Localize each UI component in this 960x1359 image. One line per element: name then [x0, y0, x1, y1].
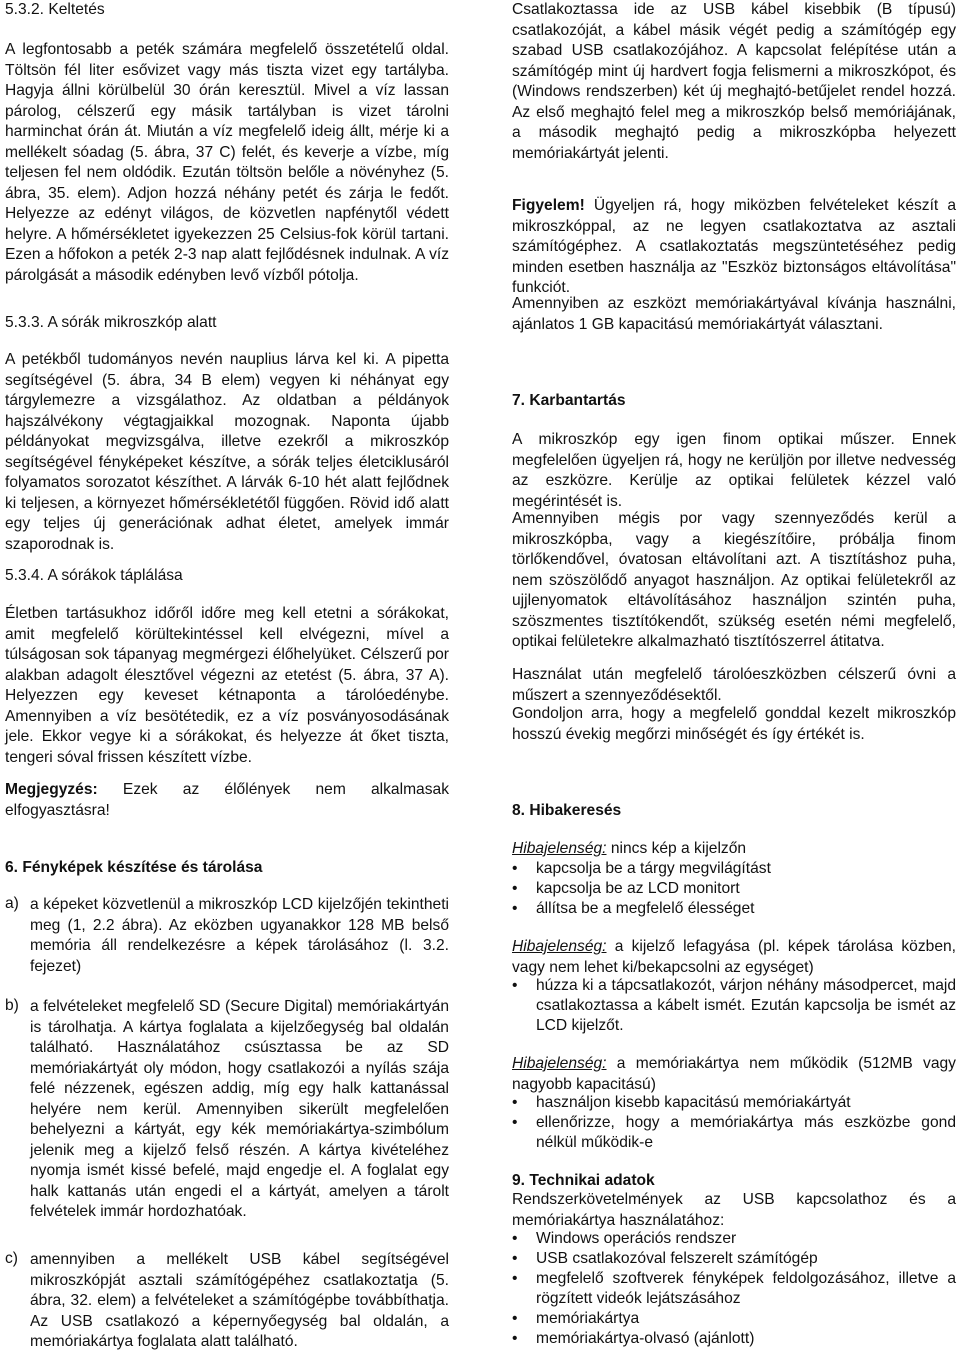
fault-3 [512, 1054, 956, 1095]
list-item: • USB csatlakozóval felszerelt számítógép [512, 1249, 956, 1269]
list-item: • kapcsolja be a tárgy megvilágítást [512, 859, 956, 879]
fault-1-label: Hibajelenség: [512, 840, 607, 857]
list-item: • memóriakártya [512, 1309, 956, 1329]
list-item: • megfelelő szoftverek fényképek feldolgozásához, illetve a rögzített videók lejátszásához [512, 1269, 956, 1309]
section-9-list [512, 1229, 956, 1349]
item-c-body: amennyiben a mellékelt USB kábel segítségével mikroszkópját asztali számítógépéhez csatlakoztatja (5. ábra, 32. elem) a felvételeket a számítógépbe továbbíthatja. Az USB csatlakozó a képernyőegység bal oldalán, a memóriakártya foglalata alatt található. [30, 1251, 449, 1350]
item-a-body: a képeket közvetlenül a mikroszkóp LCD kijelzőjén tekintheti meg (1, 2.2 ábra). Az eközben ugyanakkor 128 MB belső memória áll rendelkezésre a képek tárolásához (l. 3.2. fejezet) [30, 896, 449, 975]
item-c-label: c) [5, 1250, 18, 1267]
fault-2-text: a kijelző lefagyása (pl. képek tárolása közben, vagy nem lehet ki/bekapcsolni az egységet) [512, 938, 956, 976]
section-7-p3: Használat után megfelelő tárolóeszközben célszerű óvni a műszert a szennyeződésektől. [512, 666, 956, 704]
section-5-3-3-title: 5.3.3. A sórák mikroszkóp alatt [5, 314, 217, 331]
warning-body-2: Amennyiben az eszközt memóriakártyával kívánja használni, ajánlatos 1 GB kapacitású memóriakártyát választani. [512, 295, 956, 333]
item-c [5, 1250, 449, 1353]
item-a-label: a) [5, 895, 19, 912]
section-5-3-3-body: A petékből tudományos nevén nauplius lárva kel ki. A pipetta segítségével (5. ábra, 34 B elem) vegyen ki néhányat egy tárgylemezre a vizsgálathoz. Az oldatban a példányok hajszálvékony végtagjaikkal mozognak. Naponta újabb példányokat megvizsgálva, illetve ezekről a mikroszkóp segítségével fényképeket készítve, a sórák teljes életciklusáról folyamatos sorozatot készíthet. A lárvák 6-10 hét alatt fejlődnek ki teljesen, a környezet hőmérsékletétől függően. Rövid idő alatt egy teljes új generációnak adhat életet, amelyek immár szaporodnak is. [5, 351, 449, 553]
item-b-label: b) [5, 997, 19, 1014]
item-a [5, 895, 449, 977]
list-item: • Windows operációs rendszer [512, 1229, 956, 1249]
section-5-3-4-body: Életben tartásukhoz időről időre meg kell etetni a sórákokat, amit megfelelő körültekintéssel kell elvégezni, mível a túlságosan sok tápanyag megmérgezi élőhelyüket. Célszerű por alakban adagolt élesztővel végezni az etetést (5. ábra, 37 A). Helyezzen egy keveset kétnaponta a tárolóedénybe. Amennyiben a víz besötétedik, ez a víz posványosodásának jele. Ekkor vegye ki a sórákokat, és helyezze át őket tiszta, tengeri sóval frissen készített vízbe. [5, 605, 449, 766]
section-5-3-2-body: A legfontosabb a peték számára megfelelő összetételű oldal. Töltsön fél liter esővizet vagy más tiszta vizet egy tartályba. Hagyja állni körülbelül 30 órán keresztül. Mivel a víz lassan párolog, célszerű egy másik tartályban is vizet tárolni harminchat órán át. Miután a víz megfelelő ideig állt, mérje ki a mellékelt sóadag (5. ábra, 37 C) felét, és keverje a vízbe, míg teljesen fel nem oldódik. Ezután töltsön belőle a növényhez (5. ábra, 35. elem). Adjon hozzá néhány petét és zárja le fedőt. Helyezze az edényt világos, de közvetlen napfénytől védett helyre. A hőmérsékletet igyekezzen 25 Celsius-fok körül tartani. Ezen a hőfokon a peték 2-3 nap alatt fejlődésnek indulnak. A víz párolgását a második edényben levő vízből pótolja. [5, 41, 449, 284]
section-7-title: 7. Karbantartás [512, 392, 626, 409]
note-paragraph [5, 780, 449, 821]
list-item: • kapcsolja be az LCD monitort [512, 879, 956, 899]
section-5-3-4-title: 5.3.4. A sórákok táplálása [5, 567, 183, 584]
fault-2-label: Hibajelenség: [512, 938, 607, 955]
warning-paragraph [512, 196, 956, 299]
section-9-title: 9. Technikai adatok [512, 1172, 655, 1189]
fault-3-list [512, 1093, 956, 1153]
fault-1 [512, 839, 956, 860]
list-item: • memóriakártya-olvasó (ajánlott) [512, 1329, 956, 1349]
fault-1-list [512, 859, 956, 919]
section-5-3-2-title: 5.3.2. Keltetés [5, 1, 105, 18]
fault-2-list [512, 976, 956, 1036]
section-9-intro: Rendszerkövetelmények az USB kapcsolathoz és a memóriakártya használatához: [512, 1191, 956, 1229]
list-item: • húzza ki a tápcsatlakozót, várjon néhány másodpercet, majd csatlakoztassa a kábelt ismét. Ezután kapcsolja be ismét az LCD kijelzőt. [512, 976, 956, 1036]
list-item: • használjon kisebb kapacitású memóriakártyát [512, 1093, 956, 1113]
section-7-p2: Amennyiben mégis por vagy szennyeződés kerül a mikroszkópba, vagy a kiegészítőire, próbálja finom törlőkendővel, óvatosan eltávolítani azt. A tisztításhoz puha, nem szöszölődő anyagot használjon. Az optikai felületekről az ujjlenyomatok eltávolításához használjon szintén puha, szöszmentes tisztítókendőt, szükség esetén némi megfelelő, optikai felületekre alkalmazható tisztítószerrel átitatva. [512, 510, 956, 650]
warning-label: Figyelem! [512, 197, 585, 214]
section-7-p4: Gondoljon arra, hogy a megfelelő gonddal kezelt mikroszkóp hosszú évekig megőrzi minőségét és így értékét is. [512, 705, 956, 743]
item-b-body: a felvételeket megfelelő SD (Secure Digital) memóriakártyán is tárolhatja. A kártya foglalata a kijelzőegység bal oldalán található. Használatához csúsztassa be az SD memóriakártyát oly módon, hogy csatlakozói a nyílás szája felé nézzenek, egészen addig, míg egy halk kattanással helyére nem kerül. Amennyiben sikerült megfelelően behelyezni a kártyát, egy kék memóriakártya-szimbólum jelenik meg a kijelző felső részén. A kártya kivételéhez nyomja ismét kissé befelé, majd engedje el. A foglalat egy halk kattanás után engedi el a kártyát, amelyen a tárolt felvételek immár hordozhatóak. [30, 998, 449, 1220]
section-6-title: 6. Fényképek készítése és tárolása [5, 859, 263, 876]
item-b [5, 997, 449, 1223]
section-7-p1: A mikroszkóp egy igen finom optikai műszer. Ennek megfelelően ügyeljen rá, hogy ne kerüljön por illetve nedvesség az eszközre. Kerülje az optikai felületek kézzel való megérintését is. [512, 431, 956, 510]
usb-continuation-body: Csatlakoztassa ide az USB kábel kisebbik (B típusú) csatlakozóját, a kábel másik végét pedig a számítógép egy szabad USB csatlakozójához. A kapcsolat felépítése után a számítógép mint új hardvert fogja felismerni a mikroszkópot, és (Windows rendszerben) két új meghajtó-betűjelet rendel hozzá. Az első meghajtó felel meg a mikroszkóp belső memóriájának, a második meghajtó pedig a mikroszkópba helyezett memóriakártyát jelenti. [512, 1, 956, 162]
warning-body: Ügyeljen rá, hogy miközben felvételeket készít a mikroszkóppal, az ne legyen csatlakoztatva az asztali számítógéphez. A csatlakoztatás megszüntetéséhez pedig minden esetben használja az "Eszköz biztonságos eltávolítása" funkciót. [512, 197, 956, 296]
list-item: • állítsa be a megfelelő élességet [512, 899, 956, 919]
section-8-title: 8. Hibakeresés [512, 802, 622, 819]
fault-3-label: Hibajelenség: [512, 1055, 607, 1072]
note-body: Ezek az élőlények nem alkalmasak elfogyasztásra! [5, 781, 449, 819]
list-item: • ellenőrizze, hogy a memóriakártya más eszközbe gond nélkül működik-e [512, 1113, 956, 1153]
note-label: Megjegyzés: [5, 781, 98, 798]
fault-1-text: nincs kép a kijelzőn [610, 840, 747, 857]
fault-2 [512, 937, 956, 978]
fault-3-text: a memóriakártya nem működik (512MB vagy nagyobb kapacitású) [512, 1055, 956, 1093]
